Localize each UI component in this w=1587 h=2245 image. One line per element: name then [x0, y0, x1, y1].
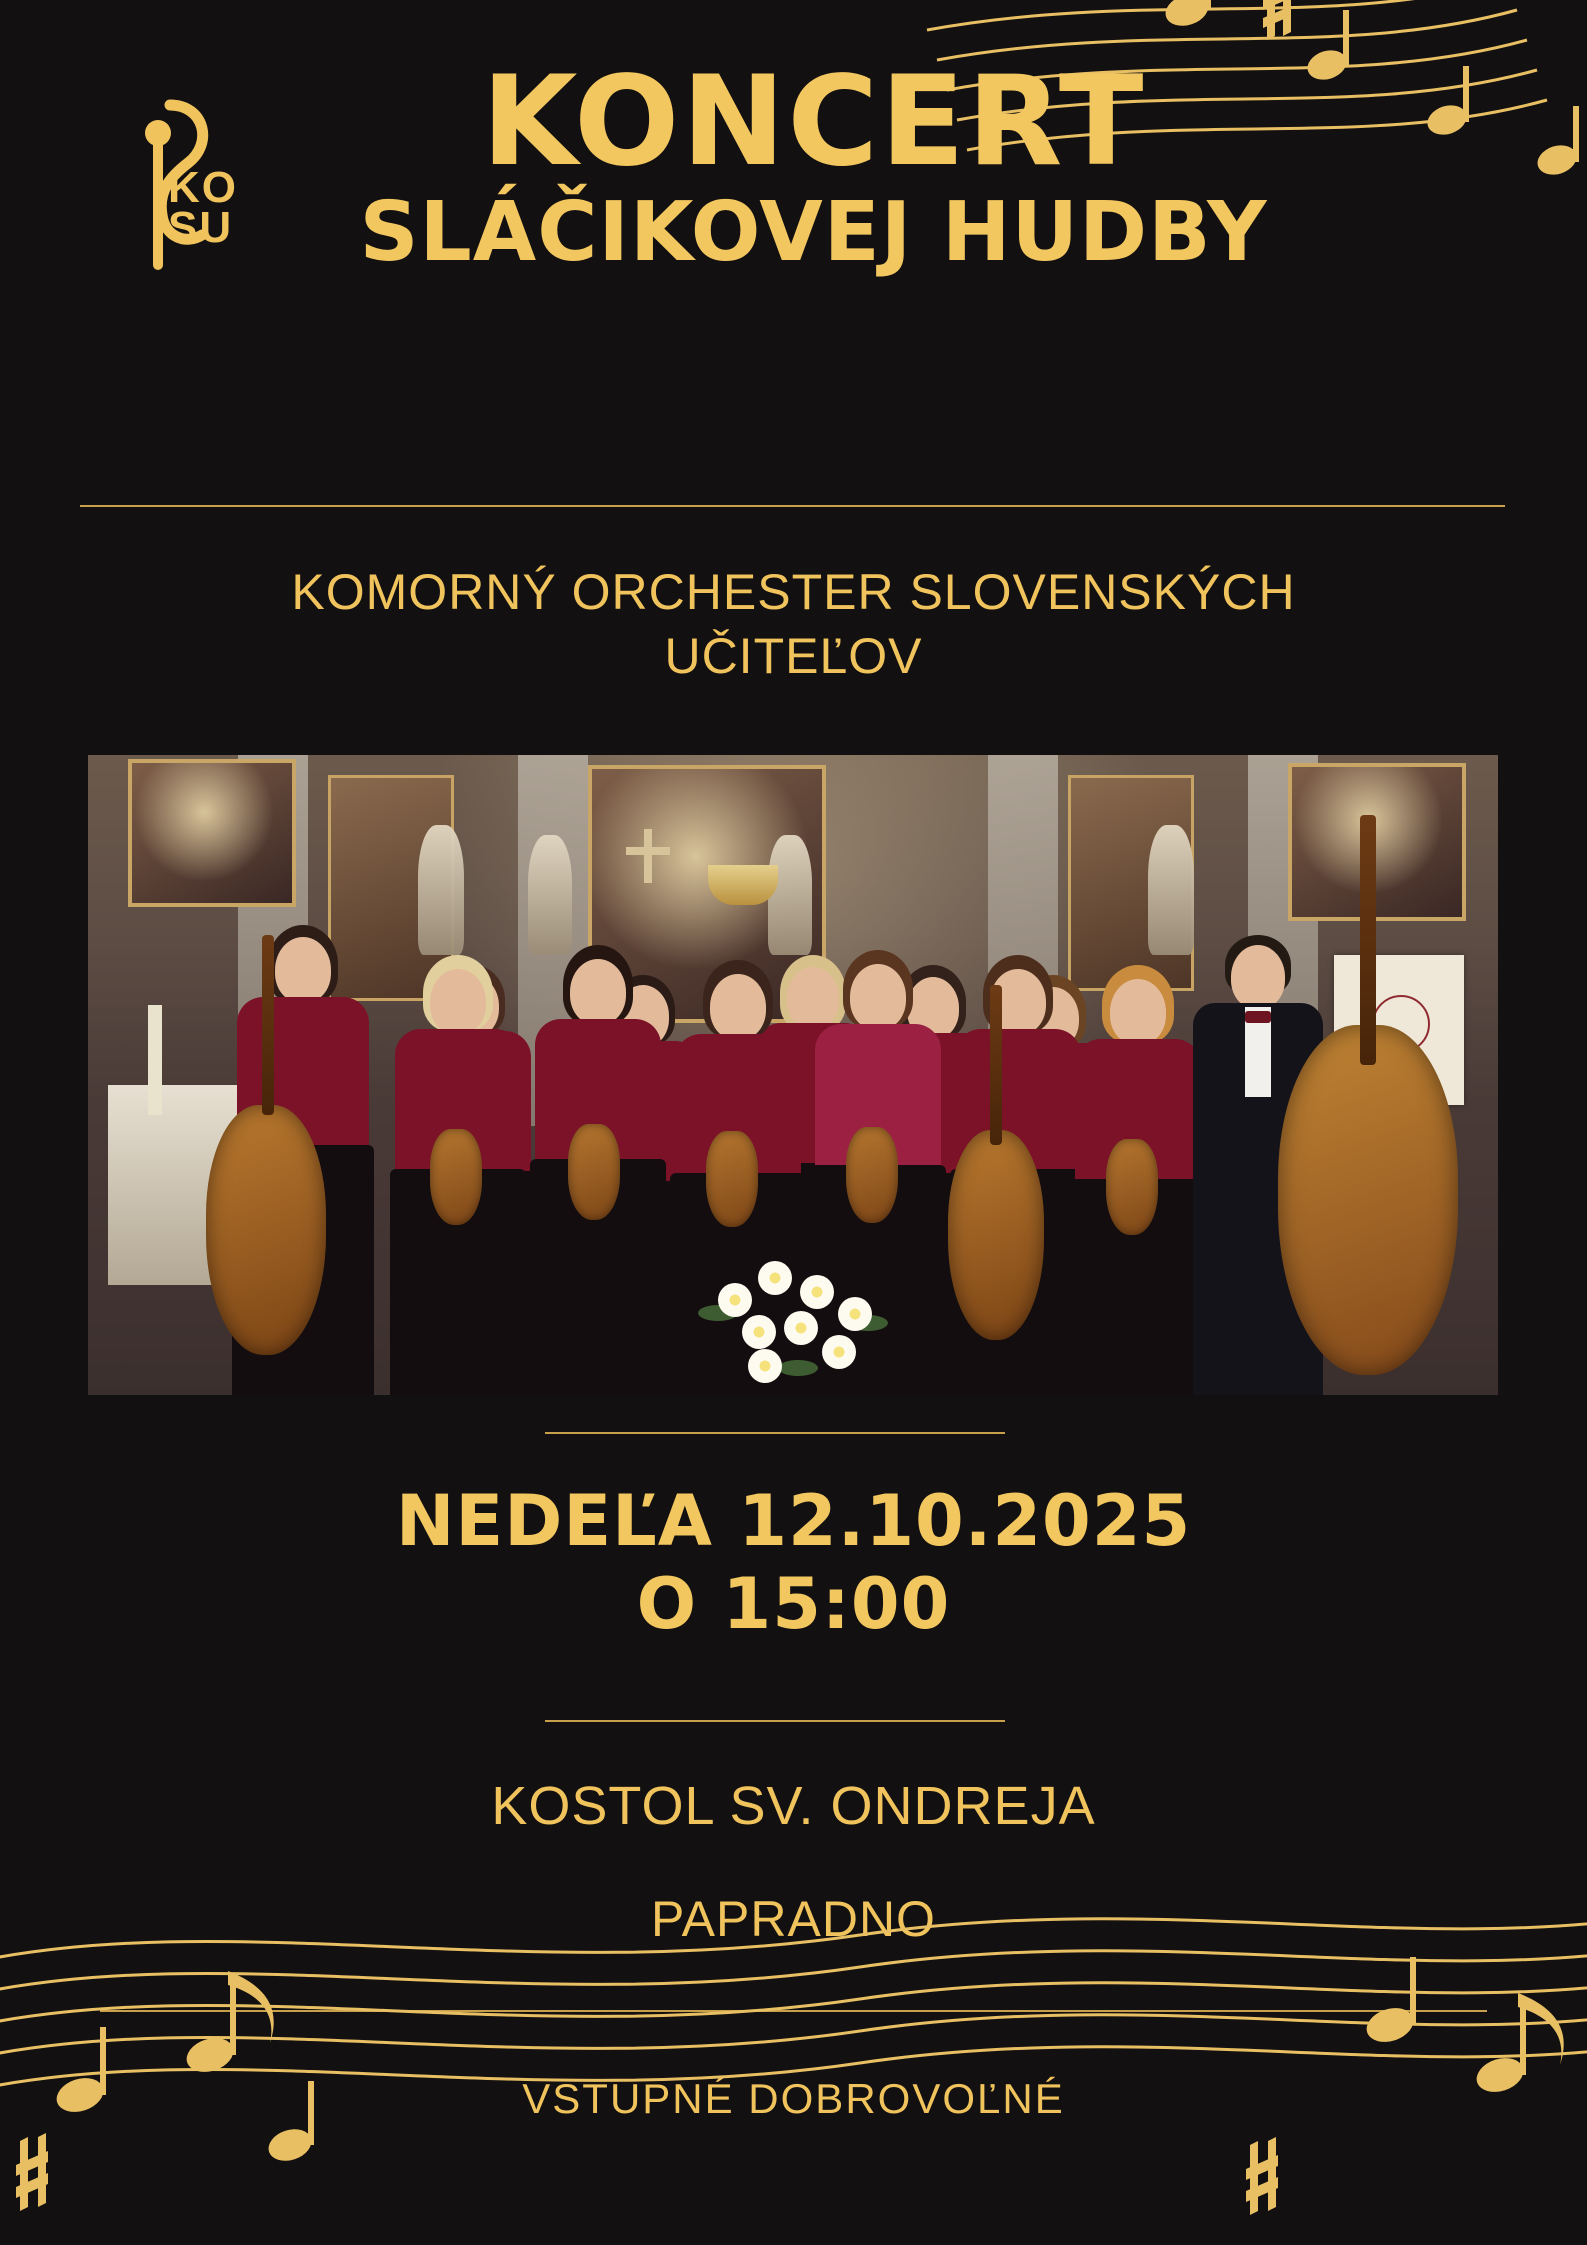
- head: [275, 937, 331, 1003]
- statue-center-right: [768, 835, 812, 955]
- violin-instrument-3: [706, 1131, 758, 1227]
- event-date-line-1: NEDEĽA 12.10.2025: [395, 1480, 1192, 1562]
- violin-instrument-1: [430, 1129, 482, 1225]
- double-bass-neck: [1360, 815, 1376, 1065]
- violin-instrument-4: [846, 1127, 898, 1223]
- title-block: [0, 50, 1587, 280]
- crucifix-crossbar: [626, 847, 670, 855]
- flower: [784, 1311, 818, 1345]
- head: [430, 969, 486, 1035]
- flower: [718, 1283, 752, 1317]
- logo-line-1: KO: [168, 163, 238, 212]
- logo-line-2: SU: [168, 203, 234, 253]
- event-date: [0, 1480, 1587, 1645]
- cello-neck-2: [990, 985, 1002, 1145]
- head: [1110, 979, 1166, 1045]
- event-time-line: O 15:00: [636, 1562, 951, 1645]
- orchestra-photo: [88, 755, 1498, 1395]
- altar-painting-left: [128, 759, 296, 907]
- divider-top: [80, 505, 1505, 507]
- flower: [748, 1349, 782, 1383]
- head: [570, 959, 626, 1025]
- flower: [800, 1275, 834, 1309]
- head: [1231, 945, 1285, 1009]
- statue-center-left: [528, 835, 572, 955]
- violin-instrument-5: [1106, 1139, 1158, 1235]
- flower: [838, 1297, 872, 1331]
- crown-icon: [708, 865, 778, 905]
- leaf: [778, 1360, 818, 1376]
- altar-painting-right: [1288, 763, 1466, 921]
- divider-above-date: [545, 1432, 1005, 1434]
- flower: [822, 1335, 856, 1369]
- page-title: KONCERT: [481, 50, 1146, 194]
- event-town: PAPRADNO: [651, 1891, 936, 1947]
- double-bass-instrument: [1278, 1025, 1458, 1375]
- violin-instrument-2: [568, 1124, 620, 1220]
- divider-below-date: [545, 1720, 1005, 1722]
- cello-instrument: [206, 1105, 326, 1355]
- crucifix-icon: [644, 829, 652, 883]
- candle-left: [148, 1005, 162, 1115]
- ensemble-name: [0, 560, 1587, 688]
- ensemble-line-2: UČITEĽOV: [664, 628, 923, 684]
- photo-background: [88, 755, 1498, 1395]
- cello-instrument-2: [948, 1130, 1044, 1340]
- bowtie-icon: [1245, 1011, 1271, 1023]
- flower-bouquet: [688, 1245, 908, 1395]
- divider-bottom: [100, 2010, 1487, 2012]
- flower: [742, 1315, 776, 1349]
- event-venue: KOSTOL SV. ONDREJA: [491, 1776, 1096, 1836]
- head: [710, 974, 766, 1040]
- page-subtitle: SLÁČIKOVEJ HUDBY: [359, 185, 1268, 280]
- statue-left: [418, 825, 464, 955]
- cello-neck: [262, 935, 274, 1115]
- flower: [758, 1261, 792, 1295]
- ensemble-line-1: KOMORNÝ ORCHESTER SLOVENSKÝCH: [291, 564, 1296, 620]
- entry-fee-note: VSTUPNÉ DOBROVOĽNÉ: [522, 2075, 1065, 2122]
- head: [850, 964, 906, 1030]
